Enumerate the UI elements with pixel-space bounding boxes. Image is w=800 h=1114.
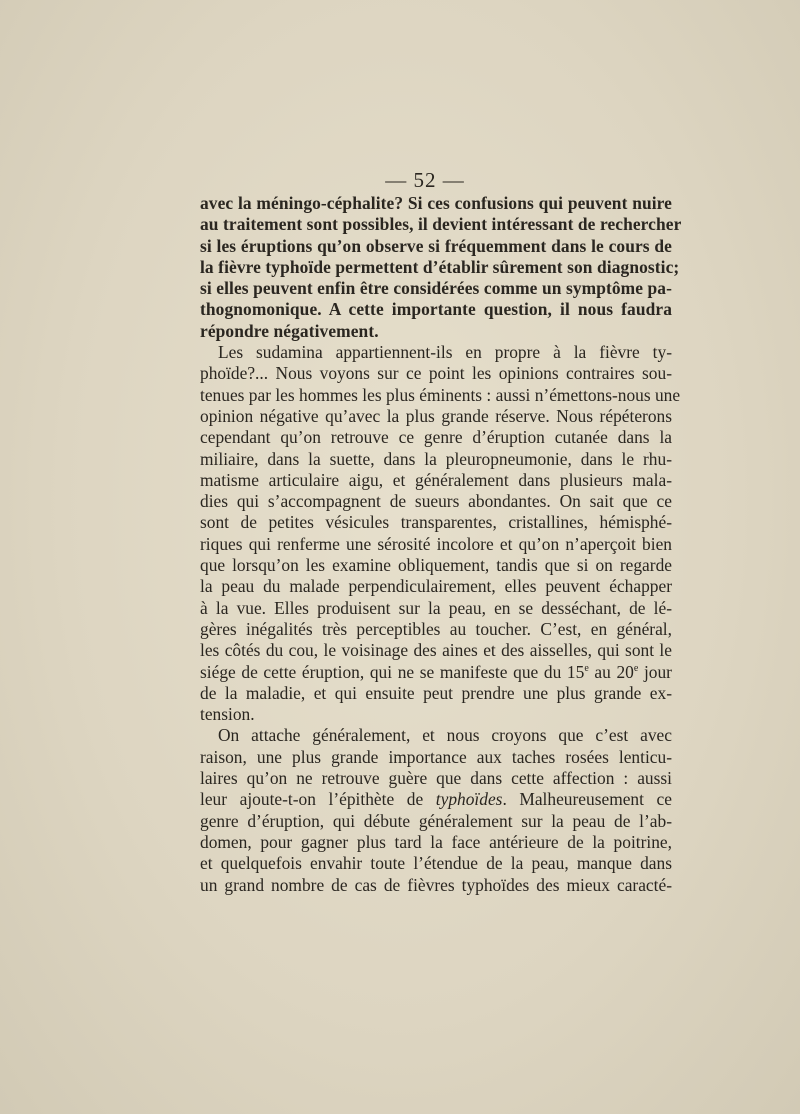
text-line: et quelquefois envahir toute l’étendue de la peau, manque dans	[200, 853, 672, 874]
superscript: e	[633, 662, 639, 674]
text-line: thognomonique. A cette importante question, il nous faudra	[200, 299, 672, 320]
text-line: cependant qu’on retrouve ce genre d’éruption cutanée dans la	[200, 427, 672, 448]
text-line: domen, pour gagner plus tard la face antérieure de la poitrine,	[200, 831, 672, 852]
text-line: un grand nombre de cas de fièvres typhoïdes des mieux caracté-	[200, 874, 672, 895]
text-line	[200, 662, 672, 683]
text-line: à la vue. Elles produisent sur la peau, en se desséchant, de lé-	[200, 597, 672, 618]
text-line: tension.	[200, 704, 255, 725]
text-line	[200, 789, 672, 810]
text-fragment: . Malheureusement ce	[502, 789, 672, 810]
italic-term: typhoïdes	[435, 789, 503, 810]
text-line: opinion négative qu’avec la plus grande réserve. Nous répéterons	[200, 405, 672, 426]
text-line: matisme articulaire aigu, et généralement dans plusieurs mala-	[200, 469, 672, 490]
text-line: la peau du malade perpendiculairement, elles peuvent échapper	[200, 576, 672, 597]
text-line: Les sudamina appartiennent-ils en propre à la fièvre ty-	[218, 342, 672, 363]
text-line: laires qu’on ne retrouve guère que dans cette affection : aussi	[200, 768, 672, 789]
text-line: sont de petites vésicules transparentes, cristallines, hémisphé-	[200, 512, 672, 533]
text-fragment: jour	[638, 661, 672, 682]
text-fragment: au 20	[588, 661, 634, 682]
body-text	[200, 193, 682, 896]
text-fragment: siége de cette éruption, qui ne se manifeste que du 15	[200, 661, 585, 682]
paragraph-2	[200, 342, 681, 725]
text-line: de la maladie, et qui ensuite peut prendre une plus grande ex-	[200, 682, 672, 703]
text-line: On attache généralement, et nous croyons que c’est avec	[218, 725, 672, 746]
text-line: dies qui s’accompagnent de sueurs abondantes. On sait que ce	[200, 491, 672, 512]
text-line: miliaire, dans la suette, dans la pleuropneumonie, dans le rhu-	[200, 448, 672, 469]
text-line: répondre négativement.	[200, 320, 379, 341]
text-line: avec la méningo-céphalite? Si ces confusions qui peuvent nuire	[200, 193, 672, 213]
text-line: gères inégalités très perceptibles au toucher. C’est, en général,	[200, 618, 672, 639]
text-line: raison, une plus grande importance aux taches rosées lenticu-	[200, 746, 672, 767]
text-line: au traitement sont possibles, il devient intéressant de rechercher	[200, 214, 682, 235]
superscript: e	[584, 662, 589, 674]
paragraph-3	[200, 725, 672, 895]
text-line: si les éruptions qu’on observe si fréquemment dans le cours de	[200, 235, 672, 256]
text-line: si elles peuvent enfin être considérées comme un symptôme pa-	[200, 278, 672, 299]
text-fragment: leur ajoute-t-on l’épithète de	[200, 789, 436, 810]
text-line: que lorsqu’on les examine obliquement, tandis que si on regarde	[200, 555, 672, 576]
text-line: tenues par les hommes les plus éminents : aussi n’émettons-nous une	[200, 384, 681, 405]
text-line: genre d’éruption, qui débute généralement sur la peau de l’ab-	[200, 810, 672, 831]
text-line: riques qui renferme une sérosité incolore et qu’on n’aperçoit bien	[200, 533, 672, 554]
text-line: la fièvre typhoïde permettent d’établir sûrement son diagnostic;	[200, 256, 680, 277]
text-line: les côtés du cou, le voisinage des aines et des aisselles, qui sont le	[200, 640, 672, 661]
text-line: phoïde?... Nous voyons sur ce point les opinions contraires sou-	[200, 363, 672, 384]
paragraph-1	[200, 193, 682, 342]
page-number: — 52 —	[385, 168, 465, 192]
